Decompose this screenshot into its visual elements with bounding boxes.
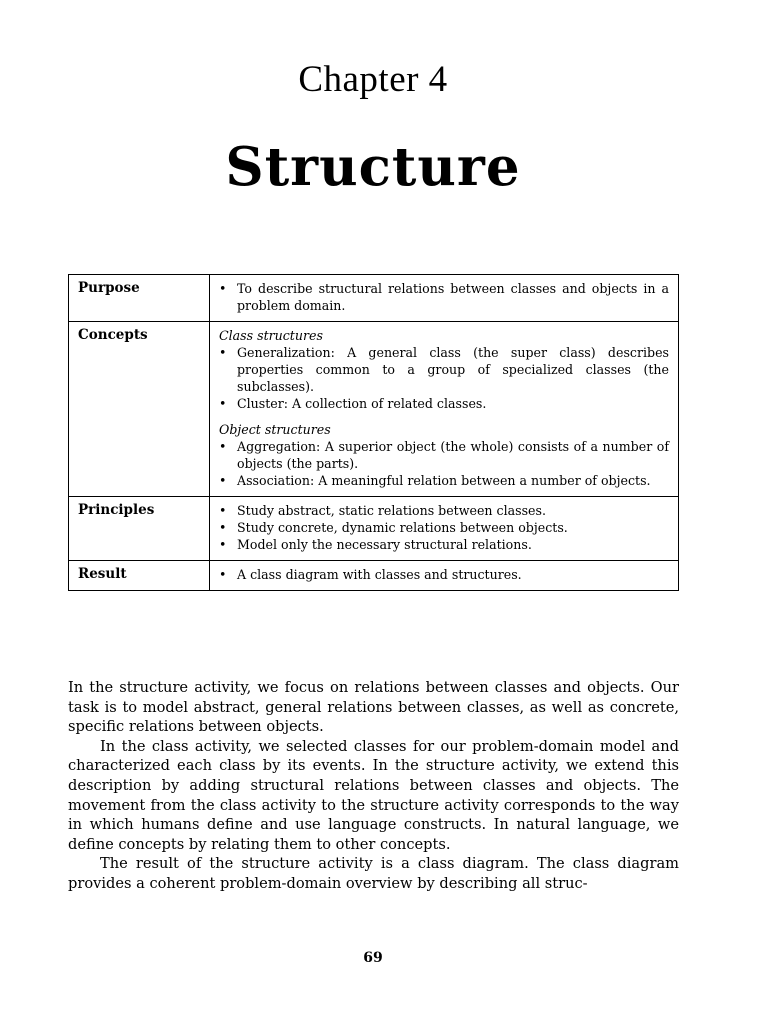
class-structures-heading: Class structures <box>219 328 323 343</box>
row-label-concepts: Concepts <box>69 322 210 497</box>
table-row-principles <box>69 497 679 561</box>
table-row-result <box>69 561 679 591</box>
row-content-concepts <box>210 322 679 497</box>
table-row-concepts <box>69 322 679 497</box>
chapter-label: Chapter 4 <box>298 59 448 100</box>
list-item: • Study concrete, dynamic relations between objects. <box>219 519 669 536</box>
list-item: • Cluster: A collection of related classes. <box>219 395 669 412</box>
row-label-purpose: Purpose <box>69 275 210 322</box>
list-item: • Association: A meaningful relation between a number of objects. <box>219 472 669 489</box>
row-content-purpose <box>210 275 679 322</box>
list-item: • Aggregation: A superior object (the whole) consists of a number of objects (the parts). <box>219 438 669 472</box>
paragraph: In the structure activity, we focus on relations between classes and objects. Our task is to model abstract, general relations between classes, as well as concrete, specific relations between objects. <box>68 679 679 736</box>
object-structures-heading: Object structures <box>219 422 331 437</box>
page-number: 69 <box>363 950 383 966</box>
paragraph: The result of the structure activity is a class diagram. The class diagram provides a coherent problem-domain overview by describing all struc- <box>68 855 679 892</box>
list-item: • Generalization: A general class (the super class) describes properties common to a group of specialized classes (the subclasses). <box>219 344 669 395</box>
row-label-result: Result <box>69 561 210 591</box>
list-item: • A class diagram with classes and structures. <box>219 566 669 583</box>
list-item: • Model only the necessary structural relations. <box>219 536 669 553</box>
summary-table <box>68 274 679 591</box>
list-item: • Study abstract, static relations between classes. <box>219 502 669 519</box>
row-content-result <box>210 561 679 591</box>
row-content-principles <box>210 497 679 561</box>
list-item: • To describe structural relations between classes and objects in a problem domain. <box>219 280 669 314</box>
paragraph: In the class activity, we selected classes for our problem-domain model and characterized each class by its events. In the structure activity, we extend this description by adding structural relations between classes and objects. The movement from the class activity to the structure activity corresponds to the way in which humans define and use language constructs. In natural language, we define concepts by relating them to other concepts. <box>68 737 679 853</box>
table-row-purpose <box>69 275 679 322</box>
row-label-principles: Principles <box>69 497 210 561</box>
chapter-title: Structure <box>225 136 521 198</box>
body-text <box>68 678 679 894</box>
